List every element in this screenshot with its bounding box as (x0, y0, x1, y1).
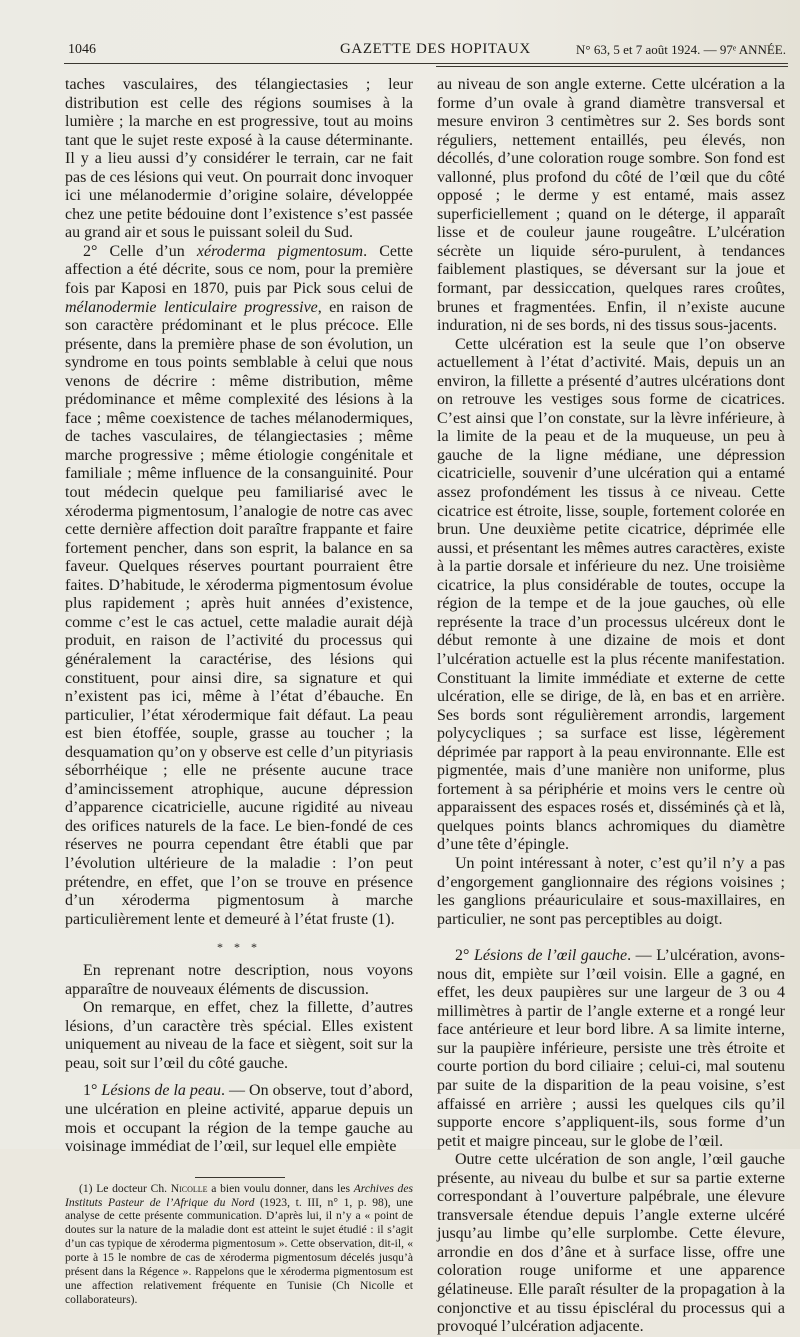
page-header (64, 38, 786, 60)
header-rule (64, 63, 788, 64)
page-number: 1046 (68, 42, 96, 57)
section-separator: * * * (217, 940, 261, 955)
right-column (437, 76, 785, 1337)
footnote-rule (195, 1177, 285, 1178)
paragraph: taches vasculaires, des télangiectasies ; leur distribution est celle des régions soumises à la lumière ; la marche en est progressive, tout au moins tant que le sujet reste exposé à la cause déterminante. Il y a lieu aussi d’y considérer le terrain, car ne fait pas de ces lésions qui veut. On pourrait donc invoquer ici une mélanodermie d’origine solaire, développée chez une petite bédouine dont l’existence s’est passée au grand air et sous le puissant soleil du Sud. (65, 76, 413, 242)
header-rule-right (436, 66, 788, 67)
paragraph: On remarque, en effet, chez la fillette, d’autres lésions, d’un caractère très spécial. Elles existent uniquement au niveau de la face et siègent, soit sur la peau, soit sur l’œil du côté gauche. (65, 999, 413, 1072)
footnote: (1) Le docteur Ch. Nicolle a bien voulu donner, dans les Archives des Instituts Pasteur de l’Afrique du Nord (1923, t. III, n° 1, p. 98), une analyse de cette présente communication. D’après lui, il n’y a « point de doutes sur la nature de la maladie dont est atteint le sujet étudié : il s’agit d’un cas typique de xéroderma pigmentosum ». Cette observation, dit-il, « porte à 15 le nombre de cas de xéroderma pigmentosum décelés jusqu’à présent dans la Régence ». Rappelons que le xéroderma pigmentosum est une affection relativement fréquente en Tunisie (Ch Nicolle et collaborateurs). (65, 1181, 413, 1306)
left-column (65, 76, 413, 1307)
paragraph: Outre cette ulcération de son angle, l’œil gauche présente, au niveau du bulbe et sur sa partie externe correspondant à l’ouverture palpébrale, une élevure transversale étendue depuis l’angle externe ulcéré jusqu’au limbe qu’elle surplombe. Cette élevure, arrondie en dos d’âne et à surface lisse, offre une coloration rouge uniforme et une apparence gélatineuse. Elle paraît résulter de la propagation à la conjonctive et au tissu épiscléral du processus qui a provoqué l’ulcération adjacente. (437, 1151, 785, 1336)
journal-title: GAZETTE DES HOPITAUX (340, 41, 531, 57)
paragraph: Un point intéressant à noter, c’est qu’il n’y a pas d’engorgement ganglionnaire des régions voisines ; les ganglions préauriculaire et sous-maxillaires, en particulier, ne sont pas perceptibles au doigt. (437, 854, 785, 928)
paragraph: 2° Lésions de l’œil gauche. — L’ulcération, avons-nous dit, empiète sur l’œil voisin. Elle a gagné, en effet, les deux paupières sur une largeur de 3 ou 4 millimètres à partir de l’angle externe et a rongé leur face antérieure et leur bord libre. A sa limite interne, sur la paupière inférieure, persiste une très étroite et courte portion du bord ciliaire ; celui-ci, mal soutenu par suite de la disparition de la peau voisine, s’est affaissé en arrière ; aussi les quelques cils qu’il supporte encore s’appliquent-ils, sous forme d’un petit et maigre pinceau, sur le globe de l’œil. (437, 947, 786, 1150)
paragraph: 2° Celle d’un xéroderma pigmentosum. Cette affection a été décrite, sous ce nom, pour la première fois par Kaposi en 1870, puis par Pick sous celui de mélanodermie lenticulaire progressive, en raison de son caractère prédominant et le plus précoce. Elle présente, dans la première phase de son évolution, un syndrome en tous points semblable à celui que nous venons de décrire : même distribution, même prédominance et même complexité des lésions à la face ; même coexistence de taches mélanodermiques, de taches vasculaires, de télangiectasies ; même marche progressive ; même étiologie congénitale et familiale ; même influence de la consanguinité. Pour tout médecin quelque peu familiarisé avec le xéroderma pigmentosum, l’analogie de notre cas avec cette dernière affection doit paraître frappante et faire fortement pencher, dans son esprit, la balance en sa faveur. Quelques réserves pourtant pourraient être faites. D’habitude, le xéroderma pigmentosum évolue plus rapidement ; après huit années d’existence, comme c’est le cas actuel, cette maladie aurait déjà produit, en raison de l’activité du processus qui généralement la caractérise, des lésions qui constituent, pour ainsi dire, sa signature et qui n’existent pas ici, même à l’état d’ébauche. En particulier, l’état xérodermique fait défaut. La peau est bien étoffée, souple, grasse au toucher ; la desquamation qu’on y observe est celle d’un pityriasis séborrhéique ; elle ne présente aucune trace d’amincissement atrophique, aucune dépression d’apparence cicatricielle, aucune rigidité au niveau des orifices naturels de la face. Le bien-fondé de ces réserves ne pourra cependant être établi que par l’évolution ultérieure de la maladie : l’on peut prétendre, en effet, que l’on se trouve en présence d’un xéroderma pigmentosum à marche particulièrement lente et demeuré à l’état fruste (1). (65, 242, 413, 928)
issue-line: N° 63, 5 et 7 août 1924. — 97ᵉ ANNÉE. (575, 42, 786, 57)
paragraph: Cette ulcération est la seule que l’on observe actuellement à l’état d’activité. Mais, depuis un an environ, la fillette a présenté d’autres ulcérations dont on retrouve les vestiges sous forme de cicatrices. C’est ainsi que l’on constate, sur la lèvre inférieure, à la limite de la peau et de la muqueuse, un peu à gauche de la ligne médiane, une dépression cicatricielle, souvenir d’une ulcération qui a entamé assez profondément les tissus à ce niveau. Cette cicatrice est étroite, lisse, souple, fortement colorée en brun. Une deuxième petite cicatrice, déprimée elle aussi, et présentant les mêmes autres caractères, existe à la partie dorsale et inférieure du nez. Une troisième cicatrice, la plus considérable de toutes, occupe la région de la tempe et de la joue gauches, où elle représente la trace d’un processus ulcéreux dont le début remonte à une dizaine de mois et dont l’ulcération actuelle est la plus récente manifestation. Constituant la limite immédiate et externe de cette ulcération, elle se dirige, de là, en bas et en arrière. Ses bords sont régulièrement arrondis, largement polycycliques ; sa surface est lisse, légèrement déprimée par rapport à la peau environnante. Elle est pigmentée, mais d’une manière non uniforme, plus fortement à sa périphérie et moins vers le centre où apparaissent des espaces rosés et, disséminés çà et là, quelques points blancs achromiques du diamètre d’une tête d’épingle. (437, 335, 785, 854)
paragraph: En reprenant notre description, nous voyons apparaître de nouveaux éléments de discussion. (65, 962, 413, 998)
paragraph: 1° Lésions de la peau. — On observe, tout d’abord, une ulcération en pleine activité, apparue depuis un mois et occupant la région de la tempe gauche au voisinage immédiat de l’œil, sur lequel elle empiète (65, 1082, 414, 1156)
paragraph: au niveau de son angle externe. Cette ulcération a la forme d’un ovale à grand diamètre transversal et mesure environ 3 centimètres sur 2. Ses bords sont réguliers, nettement entaillés, peu élevés, non décollés, d’une coloration rouge sombre. Son fond est vallonné, plus profond du côté de l’œil que du côté opposé ; le derme y est entamé, mais assez superficiellement ; quand on le déterge, il apparaît lisse et de couleur jaune rougeâtre. L’ulcération sécrète un liquide séro-purulent, à tendances faiblement plastiques, se déversant sur la joue et formant, par dessiccation, quelques rares croûtes, brunes et fragmentées. Enfin, il n’existe aucune induration, ni de ses bords, ni des tissus sous-jacents. (437, 76, 785, 335)
